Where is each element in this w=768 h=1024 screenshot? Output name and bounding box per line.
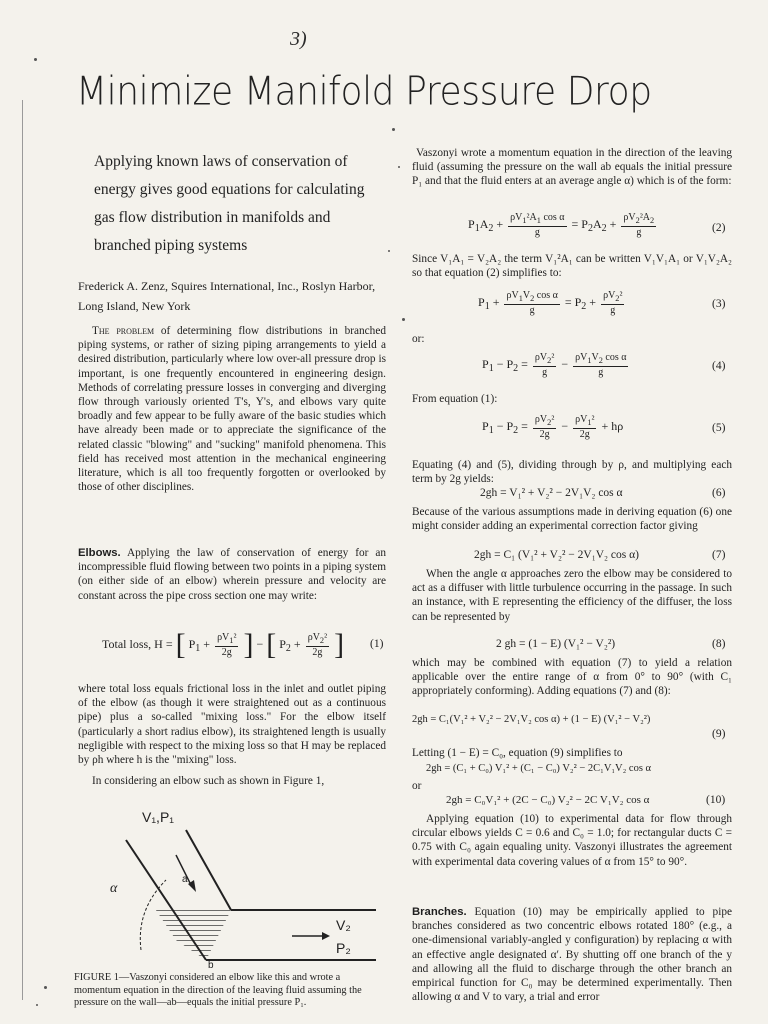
right-paragraph-6-text: which may be combined with equation (7) to yield a relation applicable over the entire range of α from 0° to 90° (with C₁ appropriately conforming). Adding equations (7) and (8): bbox=[412, 657, 732, 698]
equation-6-number: (6) bbox=[712, 487, 726, 499]
equation-6: 2gh = V₁² + V₂² − 2V₁V₂ cos α bbox=[480, 487, 623, 499]
right-paragraph-4 bbox=[412, 505, 732, 533]
right-paragraph-4-text: Because of the various assumptions made in deriving equation (6) one might consider adding an experimental correction factor giving bbox=[412, 506, 732, 533]
article-deck: Applying known laws of conservation of energy gives good equations for calculating gas flow distribution in manifolds and branched piping systems bbox=[94, 153, 365, 254]
equation-2: $P_1A_2$ + $\frac{\rho V_1^2A_1 \cos \alpha}{g}$ = $P_2A_2$ + $\frac{\rho V_2^2A_2}{g}$ bbox=[468, 212, 655, 238]
right-paragraph-1 bbox=[412, 146, 732, 189]
outlet-pressure-label: P₂ bbox=[336, 940, 351, 956]
figure-1-elbow-diagram bbox=[96, 800, 386, 970]
outlet-arrow-head bbox=[322, 932, 330, 940]
equation-9b: 2gh = (C₁ + C₀) V₁² + (C₁ − C₀) V₂² − 2C₁V₁V₂ cos α bbox=[426, 763, 652, 774]
scan-speck bbox=[398, 166, 400, 168]
equation-7-number: (7) bbox=[712, 549, 726, 561]
author-byline: Frederick A. Zenz, Squires International, Inc., Roslyn Harbor, Long Island, New York bbox=[78, 279, 376, 313]
consider-paragraph bbox=[78, 774, 386, 788]
point-a-label: a bbox=[182, 874, 188, 885]
equation-2-number: (2) bbox=[712, 222, 726, 234]
equation-10-number: (10) bbox=[706, 794, 726, 806]
scan-speck bbox=[392, 128, 395, 131]
right-paragraph-8 bbox=[412, 812, 732, 869]
right-paragraph-6 bbox=[412, 656, 732, 699]
point-b-label: b bbox=[208, 960, 214, 970]
right-paragraph-2-text: Since V₁A₁ = V₂A₂ the term V₁²A₁ can be written V₁V₁A₁ or V₁V₂A₂ so that equation (2) simplifies to: bbox=[412, 253, 732, 280]
equation-1: Total loss, H = [ $P_1$ + $\frac{\rho V_1^2}{2g}$ ] − [ $P_2$ + $\frac{\rho V_2^2}{2g}$ ] bbox=[102, 628, 345, 661]
or-2: or bbox=[412, 780, 422, 792]
elbows-paragraph bbox=[78, 546, 386, 603]
equation-1-number: (1) bbox=[370, 638, 384, 650]
branches-text: Equation (10) may be empirically applied to pipe branches considered as two concentric elbows rotated 180° (e.g., a one-dimensional variably-angled y configuration) by replacing α with an effective angle designated α′. By shutting off one branch of the y and allowing all the fluid to discharge through the other branch an empirical function for C₀ may be determined experimentally. Then allowing α and V to vary, a trial and error bbox=[412, 906, 732, 1004]
from-equation-1: From equation (1): bbox=[412, 393, 498, 405]
equation-5-number: (5) bbox=[712, 422, 726, 434]
scan-speck bbox=[44, 986, 47, 989]
alpha-label: α bbox=[110, 881, 118, 896]
equation-9: 2gh = C₁(V₁² + V₂² − 2V₁V₂ cos α) + (1 − E) (V₁² − V₂²) bbox=[412, 714, 651, 725]
elbow-inner-wall-upper bbox=[186, 830, 231, 910]
equation-10: 2gh = C₀V₁² + (2C − C₀) V₂² − 2C V₁V₂ cos α bbox=[446, 794, 650, 806]
equation-3: $P_1$ + $\frac{\rho V_1V_2 \cos \alpha}{g}$ = $P_2$ + $\frac{\rho V_2^2}{g}$ bbox=[478, 290, 623, 316]
right-paragraph-7 bbox=[412, 746, 732, 760]
wall-ab-hatched-region bbox=[156, 910, 231, 960]
equation-1-label: Total loss, H = bbox=[102, 636, 173, 651]
scan-speck bbox=[34, 58, 37, 61]
inlet-label: V₁,P₁ bbox=[142, 809, 175, 825]
equation-9-number: (9) bbox=[712, 728, 726, 740]
right-paragraph-3 bbox=[412, 458, 732, 486]
figure-1-caption: FIGURE 1—Vaszonyi considered an elbow like this and wrote a momentum equation in the direction of the leaving fluid assuming the pressure on the wall—ab—equals the initial pressure P₁. bbox=[74, 972, 362, 1008]
outlet-velocity-label: V₂ bbox=[336, 917, 351, 933]
intro-lead: The problem bbox=[92, 325, 155, 337]
right-paragraph-8-text: Applying equation (10) to experimental data for flow through circular elbows yields C = 0.6 and C₀ = 1.0; for rectangular ducts C = 0.75 with C₀ again equaling unity. Vaszonyi illustrates the agreement with experimental data covering values of α from 15° to 90°. bbox=[412, 813, 732, 868]
right-paragraph-7-text: Letting (1 − E) = C₀, equation (9) simplifies to bbox=[412, 747, 623, 759]
scan-speck bbox=[388, 250, 390, 252]
page-title: Minimize Manifold Pressure Drop bbox=[76, 70, 652, 115]
consider-text: In considering an elbow such as shown in Figure 1, bbox=[92, 775, 325, 787]
elbows-heading: Elbows. bbox=[78, 547, 121, 559]
equation-8: 2 gh = (1 − E) (V₁² − V₂²) bbox=[496, 638, 616, 650]
or-1: or: bbox=[412, 333, 425, 345]
equation-5: $P_1 - P_2$ = $\frac{\rho V_2^2}{2g}$ − $\frac{\rho V_1^2}{2g}$ + hρ bbox=[482, 414, 624, 440]
branches-heading: Branches. bbox=[412, 906, 467, 918]
right-paragraph-5 bbox=[412, 567, 732, 624]
right-paragraph-1-text: Vaszonyi wrote a momentum equation in the direction of the leaving fluid (assuming the pressure on the wall ab equals the initial pressure P₁ and that the fluid enters at an average angle α) which is of the form: bbox=[412, 147, 732, 188]
after-equation-1-text: where total loss equals frictional loss in the inlet and outlet piping of the elbow (as though it were straightened out as a continuous pipe) plus a so-called "mixing loss." For the elbow itself (particularly a short radius elbow), its straightened length is usually negligible with respect to the mixing loss so that H may be replaced by ρh where h is the "mixing" loss. bbox=[78, 683, 386, 767]
corner-handwritten-mark: 3) bbox=[290, 28, 307, 50]
intro-paragraph bbox=[78, 324, 386, 494]
equation-7: 2gh = C₁ (V₁² + V₂² − 2V₁V₂ cos α) bbox=[474, 549, 639, 561]
right-paragraph-3-text: Equating (4) and (5), dividing through by ρ, and multiplying each term by 2g yields: bbox=[412, 459, 732, 486]
intro-text: of determining flow distributions in branched piping systems, or rather of sizing piping arrangements to yield a desired distribution, particularly where low over-all pressure drop is important, is one frequently encountered in engineering design. Methods of correlating pressure losses in converging and diverging flow through variously oriented T's, Y's, and elbows vary quite broadly and few appear to be fully aware of the basic studies which have already been made or to appreciate the significance of the related classic "blowing" and "sucking" manifold phenomena. This field has received most attention in the mechanical engineering literature, which is all too frequently forgotten or overlooked by those of other disciplines. bbox=[78, 325, 386, 494]
elbows-text: Applying the law of conservation of energy for an incompressible fluid flowing between two points in a piping system (on either side of an elbow) wherein pressure and velocity are constant across the pipe cross section one may write: bbox=[78, 547, 386, 602]
equation-3-number: (3) bbox=[712, 298, 726, 310]
scan-speck bbox=[402, 318, 405, 321]
right-paragraph-2 bbox=[412, 252, 732, 280]
branches-paragraph bbox=[412, 905, 732, 1004]
after-equation-1-paragraph bbox=[78, 682, 386, 767]
equation-4-number: (4) bbox=[712, 360, 726, 372]
equation-4: $P_1 - P_2$ = $\frac{\rho V_2^2}{g}$ − $\frac{\rho V_1V_2 \cos \alpha}{g}$ bbox=[482, 352, 627, 378]
binding-edge-line bbox=[22, 100, 23, 1000]
right-paragraph-5-text: When the angle α approaches zero the elbow may be considered to act as a diffuser with little turbulence occurring in the passage. In such an instance, with E representing the efficiency of the diffuser, the loss can be represented by bbox=[412, 568, 732, 623]
equation-8-number: (8) bbox=[712, 638, 726, 650]
scan-speck bbox=[36, 1004, 38, 1006]
